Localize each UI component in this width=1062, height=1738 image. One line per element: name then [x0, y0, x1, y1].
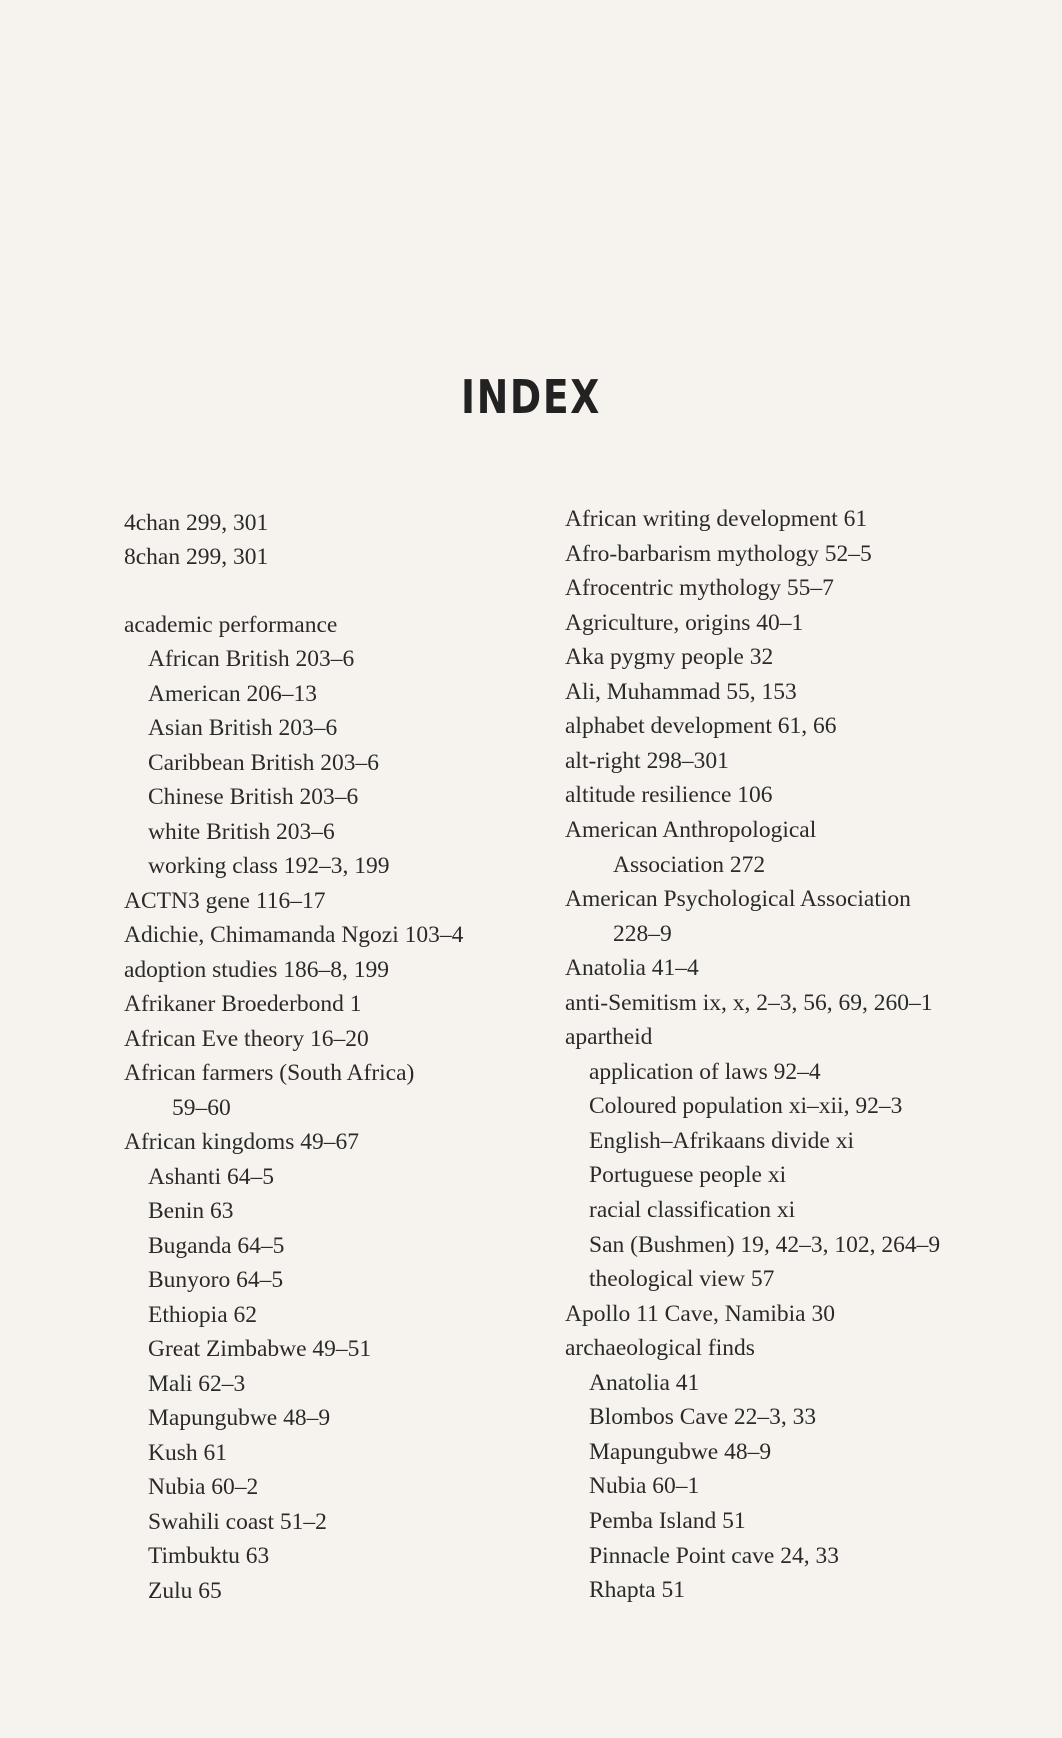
index-entry: Association 272: [613, 851, 766, 878]
index-entry: Afrocentric mythology 55–7: [565, 575, 834, 602]
index-entry: theological view 57: [589, 1266, 775, 1293]
index-entry: Great Zimbabwe 49–51: [148, 1336, 372, 1362]
index-entry: application of laws 92–4: [589, 1058, 821, 1085]
index-entry: apartheid: [565, 1024, 653, 1051]
index-entry: Adichie, Chimamanda Ngozi 103–4: [124, 922, 464, 948]
index-entry: African British 203–6: [148, 646, 355, 672]
index-entry: Afro-barbarism mythology 52–5: [565, 540, 872, 567]
index-entry: archaeological finds: [565, 1335, 755, 1362]
index-entry: Apollo 11 Cave, Namibia 30: [565, 1300, 835, 1327]
index-entry: American Anthropological: [565, 816, 817, 843]
index-entry: Afrikaner Broederbond 1: [124, 991, 362, 1017]
index-entry: African Eve theory 16–20: [124, 1026, 369, 1052]
index-entry: ACTN3 gene 116–17: [124, 888, 326, 914]
index-entry: African farmers (South Africa): [124, 1060, 415, 1086]
index-entry: American Psychological Association: [565, 886, 911, 913]
index-entry: Zulu 65: [148, 1578, 222, 1604]
index-entry: Anatolia 41–4: [565, 955, 699, 982]
index-entry: 228–9: [613, 920, 672, 947]
index-entry: Caribbean British 203–6: [148, 750, 380, 776]
index-entry: alphabet development 61, 66: [565, 713, 837, 740]
index-entry: Rhapta 51: [589, 1577, 685, 1604]
index-entry: Nubia 60–2: [148, 1474, 259, 1500]
index-entry: alt-right 298–301: [565, 747, 729, 774]
index-entry: working class 192–3, 199: [148, 853, 390, 879]
index-entry: Ali, Muhammad 55, 153: [565, 678, 797, 705]
index-entry: San (Bushmen) 19, 42–3, 102, 264–9: [589, 1231, 941, 1258]
index-entry: English–Afrikaans divide xi: [589, 1127, 854, 1154]
index-entry: Timbuktu 63: [148, 1543, 270, 1569]
index-entry: Aka pygmy people 32: [565, 644, 774, 671]
index-entry: Asian British 203–6: [148, 715, 338, 741]
index-entry: Coloured population xi–xii, 92–3: [589, 1093, 903, 1120]
index-entry: 8chan 299, 301: [124, 544, 269, 570]
index-entry: Buganda 64–5: [148, 1233, 285, 1259]
index-entry: Mapungubwe 48–9: [589, 1438, 772, 1465]
index-entry: altitude resilience 106: [565, 782, 773, 809]
index-entry: anti-Semitism ix, x, 2–3, 56, 69, 260–1: [565, 989, 933, 1016]
index-entry: Nubia 60–1: [589, 1473, 700, 1500]
index-entry: Chinese British 203–6: [148, 784, 359, 810]
index-entry: adoption studies 186–8, 199: [124, 957, 390, 983]
index-entry: Agriculture, origins 40–1: [565, 609, 804, 636]
index-entry: Mali 62–3: [148, 1371, 246, 1397]
index-entry: Mapungubwe 48–9: [148, 1405, 331, 1431]
index-entry: Anatolia 41: [589, 1369, 700, 1396]
index-entry: Benin 63: [148, 1198, 234, 1224]
index-entry: Ashanti 64–5: [148, 1164, 274, 1190]
index-entry: Swahili coast 51–2: [148, 1509, 327, 1535]
index-entry: academic performance: [124, 612, 338, 638]
index-entry: 59–60: [172, 1095, 231, 1121]
index-entry: Kush 61: [148, 1440, 227, 1466]
index-entry: Pinnacle Point cave 24, 33: [589, 1542, 839, 1569]
index-entry: 4chan 299, 301: [124, 510, 269, 536]
index-entry: Ethiopia 62: [148, 1302, 257, 1328]
index-entry: African writing development 61: [565, 506, 868, 532]
index-entry: Blombos Cave 22–3, 33: [589, 1404, 817, 1431]
index-entry: Portuguese people xi: [589, 1162, 787, 1189]
index-entry: racial classification xi: [589, 1197, 796, 1223]
index-entry: Pemba Island 51: [589, 1507, 746, 1534]
index-entry: American 206–13: [148, 681, 318, 707]
page-title: INDEX: [461, 370, 601, 424]
index-entry: Bunyoro 64–5: [148, 1267, 284, 1293]
index-entry: white British 203–6: [148, 819, 335, 845]
index-entry: African kingdoms 49–67: [124, 1129, 359, 1155]
